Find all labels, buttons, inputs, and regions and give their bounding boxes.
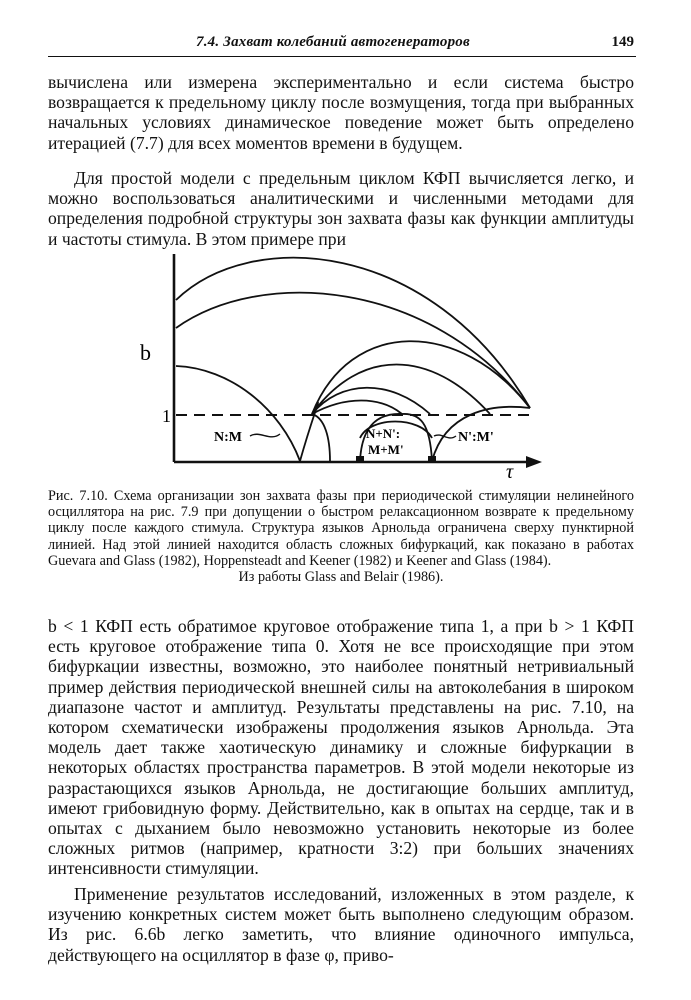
base-segment-1 xyxy=(356,456,364,462)
paragraph-3: b < 1 КФП есть обратимое круговое отображение типа 1, а при b > 1 КФП есть круговое отображение типа 0. Хотя не все происходящие при этом бифуркации известны, возможно, это наиболее понятный нетривиальный пример действия периодической внешней силы на автоколебания в широком диапазоне частот и амплитуд. Результаты представлены на рис. 7.10, на котором схематически изображены продолжения языков Арнольда. Эта модель дает также хаотическую динамику и сложные бифуркации в некоторых областях пространства параметров. В этой модели некоторые из разрастающихся языков Арнольда, не достигающие больших амплитуд, имеют грибовидную форму. Действительно, как в опытах на сердце, так и в опытах с дыханием было невозможно установить некоторые из более сложных ритмов (например, кратности 3:2) при больших значениях интенсивности стимуляции. xyxy=(48,616,634,879)
page-number: 149 xyxy=(611,34,634,50)
base-segment-2 xyxy=(428,456,436,462)
tongue-nm-left xyxy=(176,366,300,461)
arnold-tongues-figure xyxy=(130,248,550,478)
paragraph-4: Применение результатов исследований, изложенных в этом разделе, к изучению конкретных систем может быть выполнено следующим образом. Из рис. 6.6b легко заметить, что влияние одиночного импульса, действующего на осциллятор в фазе φ, приво- xyxy=(48,884,634,965)
label-nm-prime: N':M' xyxy=(458,430,494,445)
tongue-lower-1 xyxy=(312,414,330,461)
outer-envelope-curve xyxy=(176,258,530,408)
y-axis-label: b xyxy=(140,340,151,365)
label-nm: N:M xyxy=(214,430,242,445)
caption-main: Рис. 7.10. Схема организации зон захвата фазы при периодической стимуляции нелинейного осциллятора на рис. 7.9 при допущении о быстром релаксационном возврате к предельному циклу после каждого стимула. Структура языков Арнольда ограничена сверху пунктирной линией. Над этой линией находится область сложных бифуркаций, как показано в работах Guevara and Glass (1982), Hoppensteadt and Keener (1982) и Keener and Glass (1984). xyxy=(48,488,634,569)
outer-curve-2 xyxy=(176,293,530,408)
arch-left xyxy=(312,341,530,414)
label-sum-top: N+N': xyxy=(366,426,401,441)
x-axis-label: τ xyxy=(506,461,514,478)
paragraph-1: вычислена или измерена экспериментально и если система быстро возвращается к предельному циклу после возмущения, тогда при выбранных начальных условиях динамическое поведение может быть определено итерацией (7.7) для всех моментов времени в будущем. xyxy=(48,72,634,153)
figure-caption xyxy=(48,488,634,585)
x-axis-arrow xyxy=(526,456,542,468)
label-sum-bottom: M+M' xyxy=(368,442,404,457)
y-tick-label: 1 xyxy=(162,406,171,426)
section-title: 7.4. Захват колебаний автогенераторов xyxy=(196,34,470,50)
caption-source: Из работы Glass and Belair (1986). xyxy=(238,569,444,586)
paragraph-2: Для простой модели с предельным циклом КФП вычисляется легко, и можно воспользоваться аналитическими и численными методами для определения подробной структуры зон захвата фазы как функции амплитуды и частоты стимула. В этом примере при xyxy=(48,168,634,249)
arch-tiny xyxy=(312,401,402,415)
label-nm-pointer xyxy=(250,434,280,437)
tongue-sum-right xyxy=(402,414,432,461)
running-header xyxy=(48,30,636,57)
